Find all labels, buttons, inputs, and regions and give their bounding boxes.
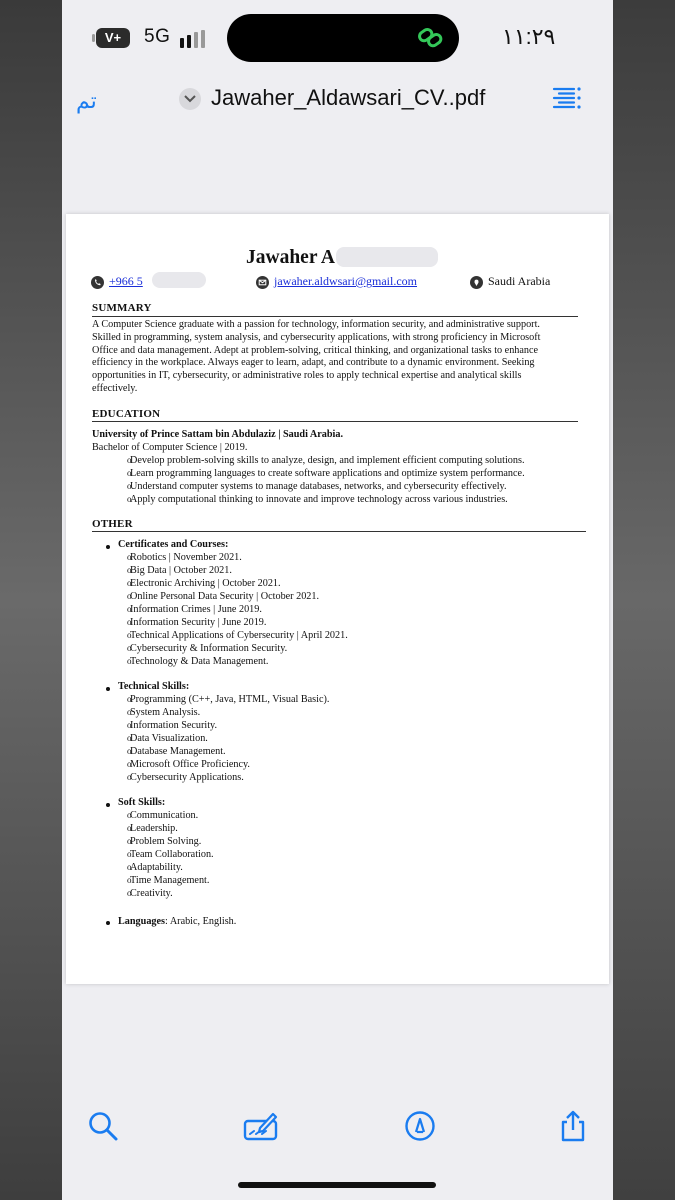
education-heading: EDUCATION: [92, 408, 161, 420]
cert-item: o Big Data | October 2021.: [130, 564, 232, 577]
email-icon: [256, 276, 269, 289]
divider: [92, 531, 586, 532]
soft-item: o Adaptability.: [130, 861, 183, 874]
university: University of Prince Sattam bin Abdulaziz | Saudi Arabia.: [92, 429, 344, 440]
soft-item: o Communication.: [130, 809, 198, 822]
summary-line: efficiency in the workplace. Always eager to learn, adapt, and contribute to a dynamic environment. Seeking: [92, 357, 535, 369]
cert-item: o Information Crimes | June 2019.: [130, 603, 262, 616]
redacted-phone: [152, 272, 206, 288]
tech-item: o Database Management.: [130, 745, 226, 758]
degree: Bachelor of Computer Science | 2019.: [92, 442, 248, 453]
bottom-toolbar: [62, 1100, 613, 1160]
soft-item: o Team Collaboration.: [130, 848, 214, 861]
divider: [92, 316, 578, 317]
location-text: Saudi Arabia: [488, 274, 551, 288]
link-icon: [417, 26, 443, 50]
soft-item: o Leadership.: [130, 822, 178, 835]
soft-item: o Creativity.: [130, 887, 173, 900]
network-type: 5G: [144, 26, 171, 47]
done-button[interactable]: تم: [76, 88, 97, 113]
edu-point: o Develop problem-solving skills to analyze, design, and implement efficient computing solutions.: [130, 454, 525, 467]
soft-label: Soft Skills:: [118, 797, 166, 808]
tech-item: o Cybersecurity Applications.: [130, 771, 244, 784]
phone-icon: [91, 276, 104, 289]
background-right: [613, 0, 675, 1200]
cert-item: o Information Security | June 2019.: [130, 616, 266, 629]
home-indicator[interactable]: [238, 1182, 436, 1188]
cert-item: o Technology & Data Management.: [130, 655, 268, 668]
phone-link[interactable]: +966 5: [109, 274, 143, 288]
signal-icon: [180, 30, 208, 48]
tech-item: o Microsoft Office Proficiency.: [130, 758, 250, 771]
location-pin-icon: [470, 276, 483, 289]
summary-line: Skilled in programming, system analysis, and cybersecurity applications, with strong proficiency in Microsoft: [92, 331, 541, 343]
document-title[interactable]: Jawaher_Aldawsari_CV..pdf: [211, 85, 486, 110]
tech-item: o Programming (C++, Java, HTML, Visual Basic).: [130, 693, 329, 706]
tech-item: o Information Security.: [130, 719, 217, 732]
edu-point: o Understand computer systems to manage databases, networks, and cybersecurity effectively.: [130, 480, 507, 493]
bullet: [106, 803, 110, 807]
soft-item: o Problem Solving.: [130, 835, 201, 848]
cert-item: o Robotics | November 2021.: [130, 551, 242, 564]
bullet: [106, 545, 110, 549]
cert-item: o Cybersecurity & Information Security.: [130, 642, 287, 655]
email-link[interactable]: jawaher.aldwsari@gmail.com: [274, 274, 418, 288]
certs-label: Certificates and Courses:: [118, 539, 229, 550]
markup-icon[interactable]: [242, 1110, 280, 1142]
annotate-icon[interactable]: [404, 1110, 436, 1142]
soft-item: o Time Management.: [130, 874, 209, 887]
chevron-down-icon[interactable]: [179, 88, 201, 110]
cert-item: o Online Personal Data Security | October 2021.: [130, 590, 319, 603]
cv-name: Jawaher A: [246, 247, 336, 268]
other-heading: OTHER: [92, 518, 133, 530]
phone-screen: [62, 0, 613, 1200]
bullet: [106, 687, 110, 691]
summary-line: Office and data management. Adept at problem-solving, critical thinking, and organizational tasks to enhance: [92, 344, 539, 356]
cert-item: o Electronic Archiving | October 2021.: [130, 577, 281, 590]
summary-line: effectively.: [92, 382, 138, 394]
cert-item: o Technical Applications of Cybersecurity | April 2021.: [130, 629, 348, 642]
share-icon[interactable]: [557, 1110, 589, 1142]
summary-line: A Computer Science graduate with a passion for technology, information security, and administrative support.: [92, 319, 540, 330]
languages-value: : Arabic, English.: [165, 916, 237, 927]
tech-item: o Data Visualization.: [130, 732, 208, 745]
divider: [92, 421, 578, 422]
contact-location: [470, 274, 550, 289]
contact-phone: [91, 274, 143, 289]
background-left: [0, 0, 62, 1200]
bullet: [106, 921, 110, 925]
clock: ١١:٢٩: [502, 24, 556, 49]
redacted-surname: [336, 247, 438, 267]
contact-email: [256, 274, 417, 289]
search-icon[interactable]: [87, 1110, 119, 1142]
languages-line: [118, 915, 236, 928]
summary-text: [92, 319, 578, 396]
nav-bar: [62, 80, 613, 120]
languages-label: Languages: [118, 916, 165, 927]
battery-icon: V+: [96, 28, 130, 48]
dynamic-island: [227, 14, 459, 62]
status-bar: [62, 0, 613, 80]
summary-line: opportunities in IT, cybersecurity, or administrative roles to apply technical expertise and analytical skills: [92, 370, 522, 382]
tech-item: o System Analysis.: [130, 706, 200, 719]
document-page[interactable]: [66, 214, 609, 984]
edu-point: o Apply computational thinking to innovate and improve technology across various industries.: [130, 493, 508, 506]
edu-point: o Learn programming languages to create software applications and optimize system performance.: [130, 467, 525, 480]
summary-heading: SUMMARY: [92, 302, 152, 314]
tech-label: Technical Skills:: [118, 681, 190, 692]
outline-icon[interactable]: [552, 86, 582, 110]
